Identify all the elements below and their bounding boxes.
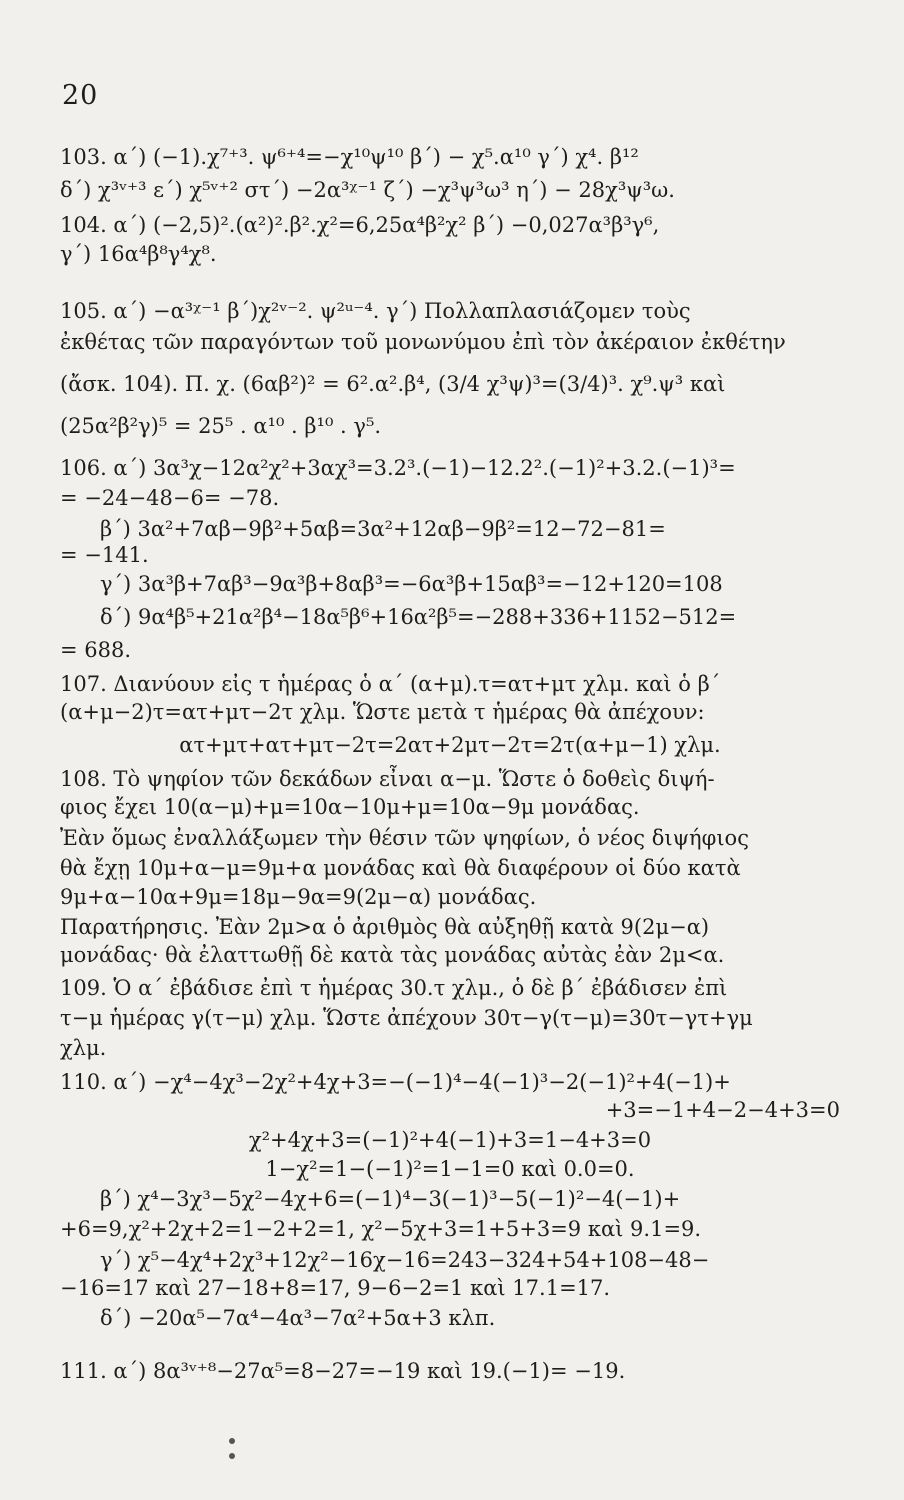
text-line: δ΄) χ³ᵛ⁺³ ε΄) χ⁵ᵛ⁺² στ΄) −2α³ᵡ⁻¹ ζ΄) −χ³ψ³ω³ η΄) − 28χ³ψ³ω. bbox=[60, 178, 675, 202]
text-line: 105. α΄) −α³ᵡ⁻¹ β΄)χ²ᵛ⁻². ψ²ᵘ⁻⁴. γ΄) Πολλαπλασιάζομεν τοὺς bbox=[60, 299, 691, 323]
text-line: β΄) χ⁴−3χ³−5χ²−4χ+6=(−1)⁴−3(−1)³−5(−1)²−4(−1)+ bbox=[100, 1187, 681, 1211]
text-line: 104. α΄) (−2,5)².(α²)².β².χ²=6,25α⁴β²χ² β΄) −0,027α³β³γ⁶, bbox=[60, 213, 660, 237]
text-line: β΄) 3α²+7αβ−9β²+5αβ=3α²+12αβ−9β²=12−72−81= bbox=[100, 517, 666, 541]
text-line: 108. Τὸ ψηφίον τῶν δεκάδων εἶναι α−μ. Ὥστε ὁ δοθεὶς διψή- bbox=[60, 767, 715, 791]
text-line: +6=9,χ²+2χ+2=1−2+2=1, χ²−5χ+3=1+5+3=9 καὶ 9.1=9. bbox=[60, 1217, 702, 1241]
text-line: (α+μ−2)τ=ατ+μτ−2τ χλμ. Ὥστε μετὰ τ ἡμέρας θὰ ἀπέχουν: bbox=[60, 700, 705, 724]
text-line: 110. α΄) −χ⁴−4χ³−2χ²+4χ+3=−(−1)⁴−4(−1)³−2(−1)²+4(−1)+ bbox=[60, 1070, 731, 1094]
text-line: φιος ἔχει 10(α−μ)+μ=10α−10μ+μ=10α−9μ μονάδας. bbox=[60, 795, 640, 819]
text-line: χλμ. bbox=[60, 1036, 107, 1060]
text-line: χ²+4χ+3=(−1)²+4(−1)+3=1−4+3=0 bbox=[248, 1128, 652, 1152]
text-line: Ἐὰν ὅμως ἐναλλάξωμεν τὴν θέσιν τῶν ψηφίων, ὁ νέος διψήφιος bbox=[60, 826, 749, 850]
text-line: ἐκθέτας τῶν παραγόντων τοῦ μονωνύμου ἐπὶ τὸν ἀκέραιον ἐκθέτην bbox=[60, 330, 786, 354]
text-line: (25α²β²γ)⁵ = 25⁵ . α¹⁰ . β¹⁰ . γ⁵. bbox=[60, 414, 382, 438]
text-line: 109. Ὁ α΄ ἐβάδισε ἐπὶ τ ἡμέρας 30.τ χλμ., ὁ δὲ β΄ ἐβάδισεν ἐπὶ bbox=[60, 976, 728, 1000]
text-line: = −24−48−6= −78. bbox=[60, 486, 280, 510]
text-line: τ−μ ἡμέρας γ(τ−μ) χλμ. Ὥστε ἀπέχουν 30τ−γ(τ−μ)=30τ−γτ+γμ bbox=[60, 1006, 753, 1030]
text-line: θὰ ἔχῃ 10μ+α−μ=9μ+α μονάδας καὶ θὰ διαφέρουν οἱ δύο κατὰ bbox=[60, 856, 741, 880]
text-line: γ΄) χ⁵−4χ⁴+2χ³+12χ²−16χ−16=243−324+54+108−48− bbox=[100, 1248, 710, 1272]
text-line: 106. α΄) 3α³χ−12α²χ²+3αχ³=3.2³.(−1)−12.2².(−1)²+3.2.(−1)³= bbox=[60, 456, 736, 480]
text-line: δ΄) 9α⁴β⁵+21α²β⁴−18α⁵β⁶+16α²β⁵=−288+336+1152−512= bbox=[100, 605, 737, 629]
text-line: 103. α΄) (−1).χ⁷⁺³. ψ⁶⁺⁴=−χ¹⁰ψ¹⁰ β΄) − χ⁵.α¹⁰ γ΄) χ⁴. β¹² bbox=[60, 145, 639, 169]
text-line: δ΄) −20α⁵−7α⁴−4α³−7α²+5α+3 κλπ. bbox=[100, 1306, 496, 1330]
text-line: 111. α΄) 8α³ᵛ⁺⁸−27α⁵=8−27=−19 καὶ 19.(−1)= −19. bbox=[60, 1359, 626, 1383]
text-line: −16=17 καὶ 27−18+8=17, 9−6−2=1 καὶ 17.1=17. bbox=[60, 1276, 611, 1300]
text-line: 1−χ²=1−(−1)²=1−1=0 καὶ 0.0=0. bbox=[265, 1157, 635, 1181]
text-line: = −141. bbox=[60, 543, 149, 567]
text-line: μονάδας· θὰ ἐλαττωθῇ δὲ κατὰ τὰς μονάδας αὐτὰς ἐὰν 2μ<α. bbox=[60, 943, 725, 967]
ink-dot bbox=[229, 1453, 235, 1459]
text-line: γ΄) 16α⁴β⁸γ⁴χ⁸. bbox=[60, 242, 217, 266]
page-number: 20 bbox=[62, 80, 99, 111]
text-line: 9μ+α−10α+9μ=18μ−9α=9(2μ−α) μονάδας. bbox=[60, 885, 537, 909]
text-line: = 688. bbox=[60, 638, 132, 662]
ink-dot bbox=[229, 1438, 235, 1444]
text-line: γ΄) 3α³β+7αβ³−9α³β+8αβ³=−6α³β+15αβ³=−12+120=108 bbox=[100, 572, 723, 596]
text-line: ατ+μτ+ατ+μτ−2τ=2ατ+2μτ−2τ=2τ(α+μ−1) χλμ. bbox=[179, 733, 721, 757]
text-line: (ἄσκ. 104). Π. χ. (6αβ²)² = 6².α².β⁴, (3/4 χ³ψ)³=(3/4)³. χ⁹.ψ³ καὶ bbox=[60, 372, 726, 396]
text-line: +3=−1+4−2−4+3=0 bbox=[605, 1098, 840, 1122]
text-line: Παρατήρησις. Ἐὰν 2μ>α ὁ ἀριθμὸς θὰ αὐξηθῇ κατὰ 9(2μ−α) bbox=[60, 915, 710, 939]
text-line: 107. Διανύουν εἰς τ ἡμέρας ὁ α΄ (α+μ).τ=ατ+μτ χλμ. καὶ ὁ β΄ bbox=[60, 672, 721, 696]
